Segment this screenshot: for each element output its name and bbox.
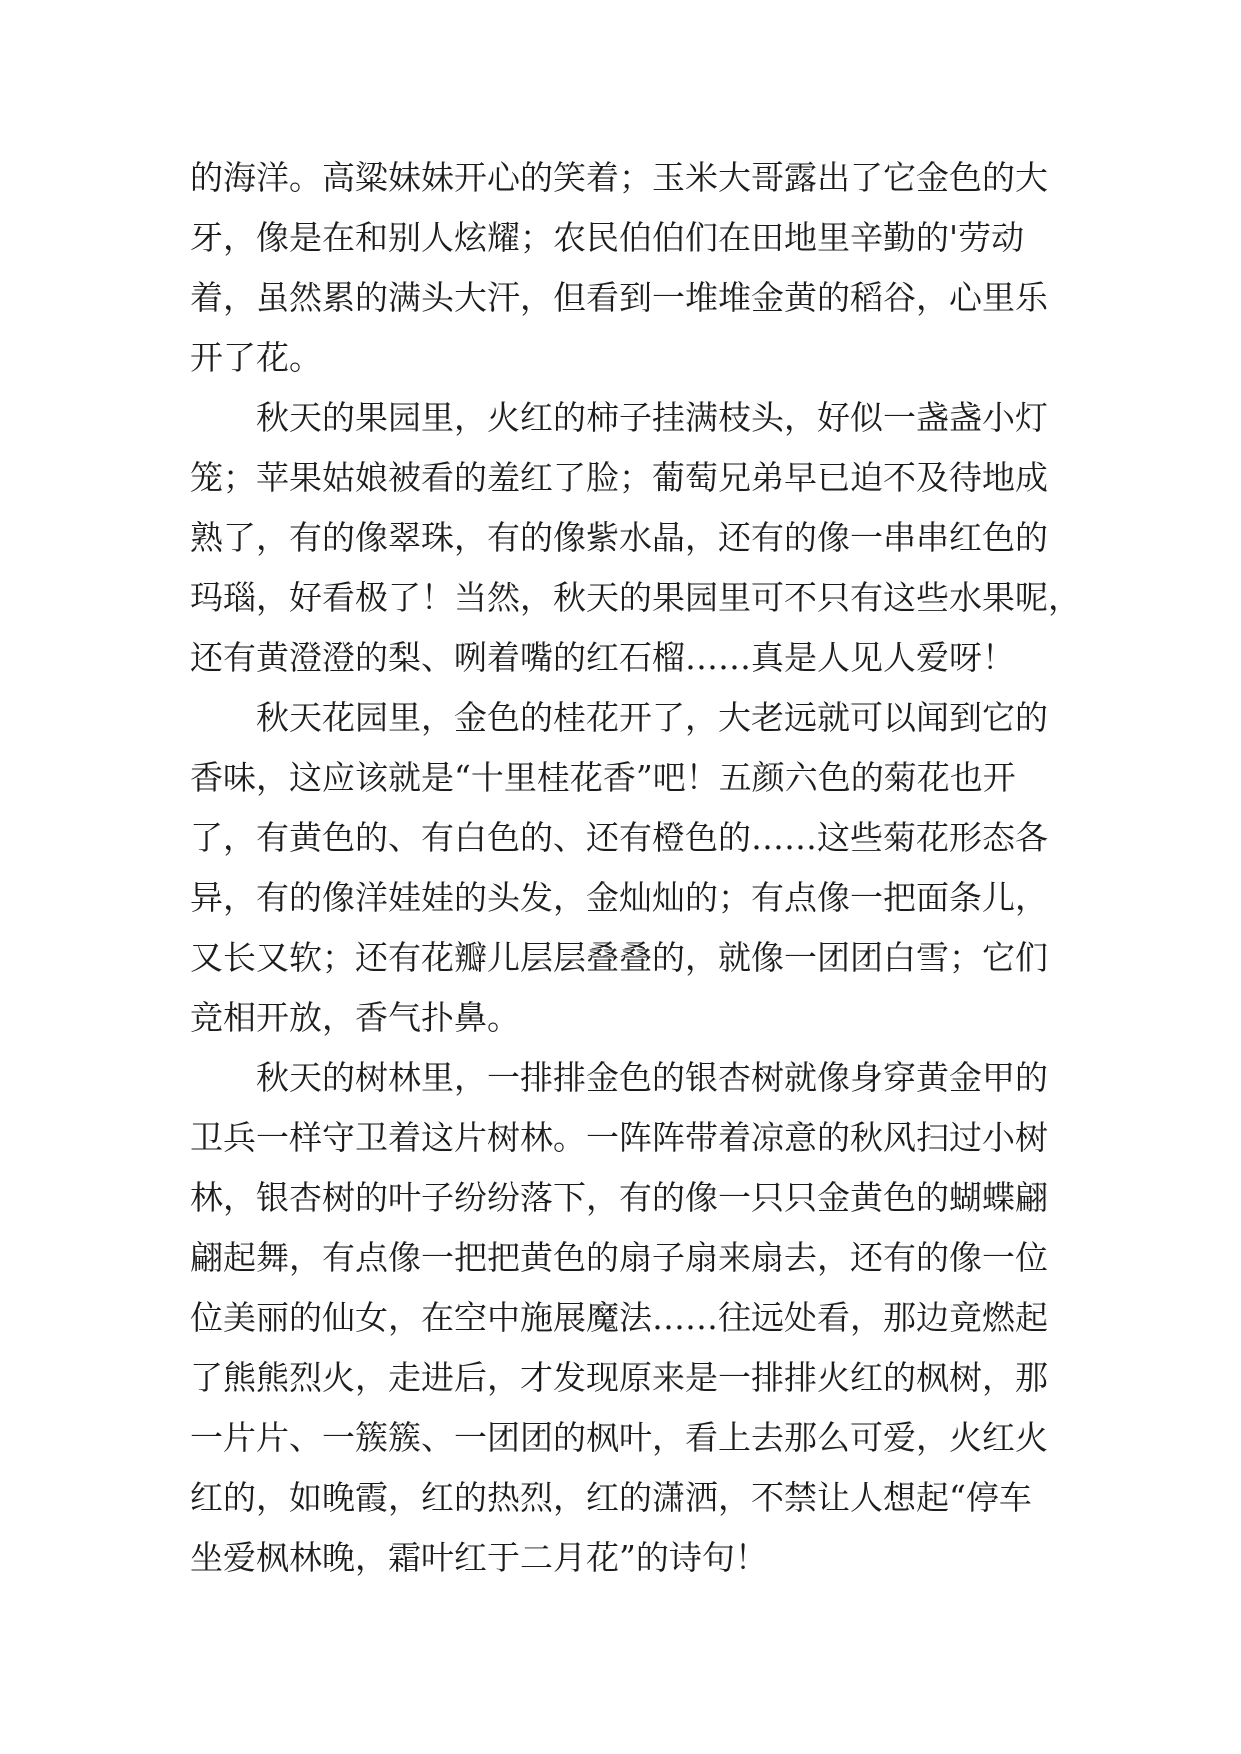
essay-body bbox=[190, 148, 1081, 1588]
text-line: 卫兵一样守卫着这片树林。一阵阵带着凉意的秋风扫过小树 bbox=[190, 1118, 1048, 1157]
text-line: 秋天的果园里，火红的柿子挂满枝头，好似一盏盏小灯 bbox=[256, 398, 1048, 437]
text-line: 玛瑙，好看极了！当然，秋天的果园里可不只有这些水果呢， bbox=[190, 578, 1081, 617]
text-line: 还有黄澄澄的梨、咧着嘴的红石榴……真是人见人爱呀！ bbox=[190, 638, 1015, 677]
text-line: 坐爱枫林晚，霜叶红于二月花”的诗句！ bbox=[190, 1538, 768, 1577]
text-line: 着，虽然累的满头大汗，但看到一堆堆金黄的稻谷，心里乐 bbox=[190, 278, 1048, 317]
text-line: 翩起舞，有点像一把把黄色的扇子扇来扇去，还有的像一位 bbox=[190, 1238, 1048, 1277]
text-line: 竞相开放，香气扑鼻。 bbox=[190, 998, 520, 1037]
paragraph-harvest-fields bbox=[190, 148, 1070, 388]
text-line: 异，有的像洋娃娃的头发，金灿灿的；有点像一把面条儿， bbox=[190, 878, 1048, 917]
text-line: 又长又软；还有花瓣儿层层叠叠的，就像一团团白雪；它们 bbox=[190, 938, 1048, 977]
paragraph-orchard bbox=[190, 388, 1081, 688]
text-line: 笼；苹果姑娘被看的羞红了脸；葡萄兄弟早已迫不及待地成 bbox=[190, 458, 1048, 497]
text-line: 的海洋。高粱妹妹开心的笑着；玉米大哥露出了它金色的大 bbox=[190, 158, 1048, 197]
text-line: 了，有黄色的、有白色的、还有橙色的……这些菊花形态各 bbox=[190, 818, 1048, 857]
text-line: 熟了，有的像翠珠，有的像紫水晶，还有的像一串串红色的 bbox=[190, 518, 1048, 557]
paragraph-flower-garden bbox=[190, 688, 1070, 1048]
text-line: 牙，像是在和别人炫耀；农民伯伯们在田地里辛勤的'劳动 bbox=[190, 218, 1025, 257]
text-line: 秋天的树林里，一排排金色的银杏树就像身穿黄金甲的 bbox=[256, 1058, 1048, 1097]
text-line: 了熊熊烈火，走进后，才发现原来是一排排火红的枫树，那 bbox=[190, 1358, 1048, 1397]
text-line: 林，银杏树的叶子纷纷落下，有的像一只只金黄色的蝴蝶翩 bbox=[190, 1178, 1048, 1217]
text-line: 红的，如晚霞，红的热烈，红的潇洒，不禁让人想起“停车 bbox=[190, 1478, 1032, 1517]
paragraph-woods bbox=[190, 1048, 1070, 1588]
text-line: 香味，这应该就是“十里桂花香”吧！五颜六色的菊花也开 bbox=[190, 758, 1016, 797]
text-line: 秋天花园里，金色的桂花开了，大老远就可以闻到它的 bbox=[256, 698, 1048, 737]
text-line: 开了花。 bbox=[190, 338, 322, 377]
text-line: 位美丽的仙女，在空中施展魔法……往远处看，那边竟燃起 bbox=[190, 1298, 1048, 1337]
text-line: 一片片、一簇簇、一团团的枫叶，看上去那么可爱，火红火 bbox=[190, 1418, 1048, 1457]
